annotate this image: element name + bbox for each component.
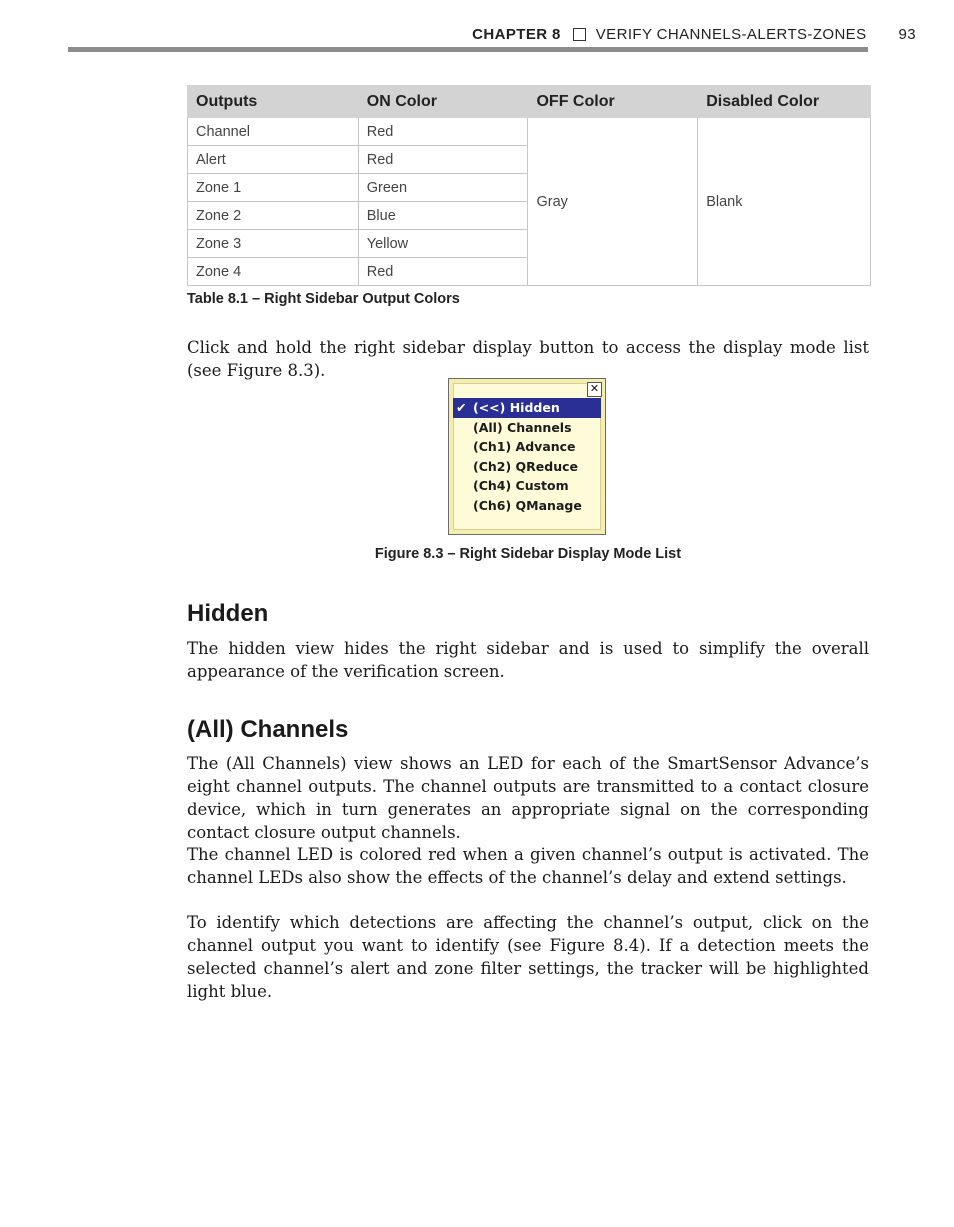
menu-item-label: (Ch2) QReduce: [473, 458, 579, 474]
cell-output: Zone 2: [188, 202, 359, 230]
hidden-paragraph: The hidden view hides the right sidebar and is used to simplify the overall appearance of the verification screen.: [187, 639, 869, 681]
page-number: 93: [898, 26, 916, 43]
chapter-label: CHAPTER 8: [472, 26, 561, 43]
channels-paragraph-1: The (All Channels) view shows an LED for each of the SmartSensor Advance’s eight channel outputs. The channel outputs are transmitted to a contact closure device, which in turn generates an appropriate signal on the corresponding contact closure output channels.: [187, 754, 869, 842]
cell-on-color: Red: [358, 146, 528, 174]
channels-paragraph-2: The channel LED is colored red when a given channel’s output is activated. The channel LEDs also show the effects of the channel’s delay and extend settings.: [187, 845, 869, 887]
cell-on-color: Red: [358, 258, 528, 286]
menu-item-ch6-qmanage[interactable]: [453, 496, 601, 516]
header-rule: [68, 47, 868, 52]
header-outputs: Outputs: [188, 86, 359, 118]
display-mode-list: [448, 378, 606, 535]
cell-on-color: Yellow: [358, 230, 528, 258]
cell-output: Channel: [188, 118, 359, 146]
header-on-color: ON Color: [358, 86, 528, 118]
menu-item-hidden[interactable]: [453, 398, 601, 418]
checkmark-icon: ✔: [456, 400, 467, 415]
menu-item-label: (<<) Hidden: [473, 400, 560, 415]
chapter-title: VERIFY CHANNELS-ALERTS-ZONES: [595, 26, 867, 43]
menu-item-all-channels[interactable]: [453, 418, 601, 438]
channels-paragraph-3: To identify which detections are affecting the channel’s output, click on the channel output you want to identify (see Figure 8.4). If a detection meets the selected channel’s alert and zone filter settings, the tracker will be highlighted light blue.: [187, 913, 869, 1001]
cell-output: Zone 4: [188, 258, 359, 286]
figure-caption: Figure 8.3 – Right Sidebar Display Mode List: [374, 546, 682, 562]
cell-off-color: Gray: [528, 118, 698, 286]
intro-paragraph: Click and hold the right sidebar display button to access the display mode list (see Figure 8.3).: [187, 338, 869, 380]
menu-item-ch1-advance[interactable]: [453, 437, 601, 457]
menu-item-label: (Ch6) QManage: [473, 497, 582, 513]
header-off-color: OFF Color: [528, 86, 698, 118]
output-colors-table: [187, 85, 871, 286]
header-disabled-color: Disabled Color: [698, 86, 871, 118]
cell-output: Zone 3: [188, 230, 359, 258]
cell-on-color: Red: [358, 118, 528, 146]
menu-item-label: (Ch4) Custom: [473, 478, 569, 493]
cell-disabled-color: Blank: [698, 118, 871, 286]
close-icon[interactable]: ✕: [587, 382, 602, 397]
menu-item-label: (All) Channels: [473, 419, 572, 435]
cell-output: Alert: [188, 146, 359, 174]
cell-on-color: Blue: [358, 202, 528, 230]
cell-on-color: Green: [358, 174, 528, 202]
page-header: [472, 26, 916, 43]
section-heading-hidden: Hidden: [187, 600, 269, 627]
table-caption: Table 8.1 – Right Sidebar Output Colors: [187, 291, 460, 307]
menu-item-ch2-qreduce[interactable]: [453, 457, 601, 477]
display-mode-items: [453, 398, 601, 515]
cell-output: Zone 1: [188, 174, 359, 202]
table-header-row: [188, 86, 871, 118]
menu-item-label: (Ch1) Advance: [473, 439, 576, 454]
menu-item-ch4-custom[interactable]: [453, 476, 601, 496]
separator-box-icon: [573, 28, 586, 41]
section-heading-all-channels: (All) Channels: [187, 716, 349, 743]
table-row: [188, 118, 871, 146]
